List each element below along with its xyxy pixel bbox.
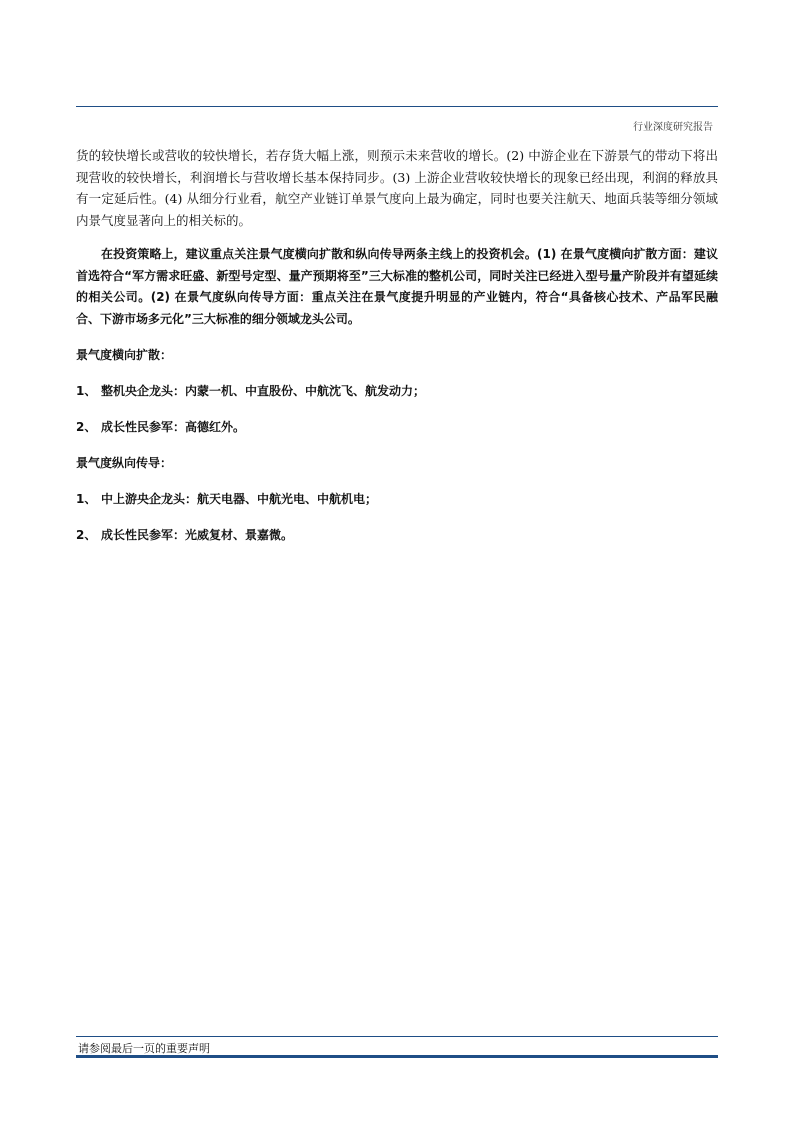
list-item: [76, 525, 718, 546]
list-item-number: 1、: [76, 492, 97, 506]
footer-disclaimer: 请参阅最后一页的重要声明: [78, 1042, 210, 1055]
list-item-number: 2、: [76, 420, 97, 434]
list-item-number: 1、: [76, 384, 97, 398]
list-item-text: 中上游央企龙头：航天电器、中航光电、中航机电；: [101, 492, 378, 506]
list-item-text: 整机央企龙头：内蒙一机、中直股份、中航沈飞、航发动力；: [101, 384, 426, 398]
list-item: [76, 417, 718, 438]
document-body: [76, 145, 718, 546]
list-item: [76, 489, 718, 510]
list-item-number: 2、: [76, 528, 97, 542]
header-rule: [76, 106, 718, 107]
section-heading-horizontal: 景气度横向扩散：: [76, 348, 173, 362]
list-item-text: 成长性民参军：高德红外。: [101, 420, 246, 434]
report-type-label: 行业深度研究报告: [633, 122, 713, 133]
list-item: [76, 381, 718, 402]
list-item-text: 成长性民参军：光威复材、景嘉微。: [101, 528, 294, 542]
paragraph-continuation: 货的较快增长或营收的较快增长，若存货大幅上涨，则预示未来营收的增长。(2) 中游企业在下游景气的带动下将出现营收的较快增长，利润增长与营收增长基本保持同步。(3) 上游企业营收较快增长的现象已经出现，利润的释放具有一定延后性。(4) 从细分行业看，航空产业链订单景气度向上最为确定，同时也要关注航天、地面兵装等细分领域内景气度显著向上的相关标的。: [76, 148, 718, 228]
section-heading-vertical: 景气度纵向传导：: [76, 456, 173, 470]
footer-rule-thick: [76, 1055, 718, 1058]
footer-rule-thin: [76, 1036, 718, 1037]
paragraph-investment-strategy: 在投资策略上，建议重点关注景气度横向扩散和纵向传导两条主线上的投资机会。(1) 在景气度横向扩散方面：建议首选符合“军方需求旺盛、新型号定型、量产预期将至”三大标准的整机公司，同时关注已经进入型号量产阶段并有望延续的相关公司。(2) 在景气度纵向传导方面：重点关注在景气度提升明显的产业链内，符合“具备核心技术、产品军民融合、下游市场多元化”三大标准的细分领域龙头公司。: [76, 247, 718, 326]
